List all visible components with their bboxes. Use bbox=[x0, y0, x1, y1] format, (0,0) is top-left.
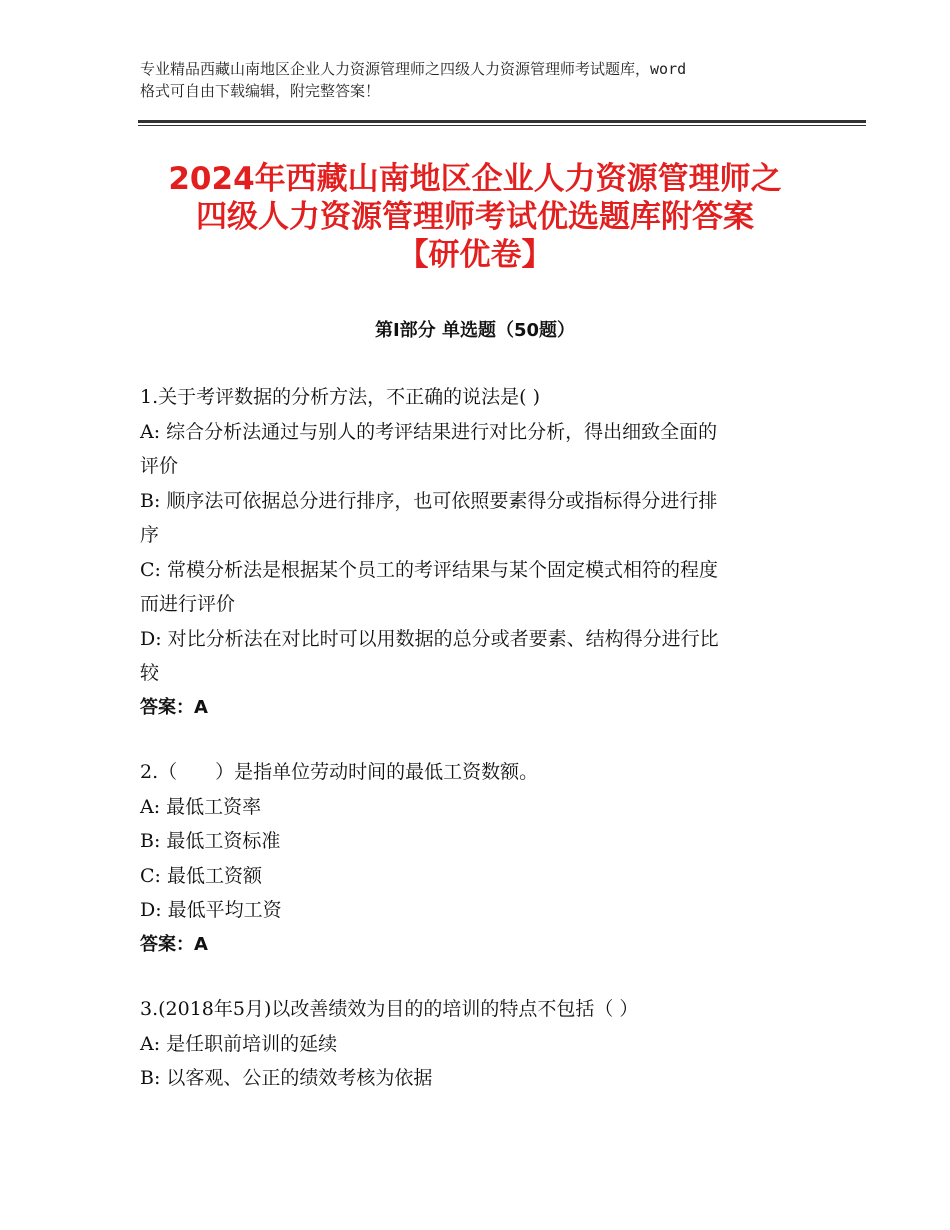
question-3 bbox=[140, 992, 810, 1096]
option-d: D: 对比分析法在对比时可以用数据的总分或者要素、结构得分进行比 bbox=[140, 627, 719, 650]
question-stem: 2.（ ）是指单位劳动时间的最低工资数额。 bbox=[140, 761, 539, 783]
option-a-cont: 评价 bbox=[140, 455, 179, 477]
document-title bbox=[140, 160, 810, 274]
option-c: C: 常模分析法是根据某个员工的考评结果与某个固定模式相符的程度 bbox=[140, 558, 718, 581]
answer-label: 答案：A bbox=[140, 933, 208, 955]
option-b: B: 以客观、公正的绩效考核为依据 bbox=[140, 1067, 433, 1089]
option-b: B: 最低工资标准 bbox=[140, 830, 281, 852]
header-note bbox=[140, 58, 830, 102]
question-1 bbox=[140, 380, 810, 725]
option-d-cont: 较 bbox=[140, 662, 160, 684]
section-title: 第Ⅰ部分 单选题（50题） bbox=[374, 320, 575, 341]
option-b-cont: 序 bbox=[140, 524, 160, 546]
title-line: 四级人力资源管理师考试优选题库附答案 bbox=[196, 199, 754, 235]
question-2 bbox=[140, 755, 810, 962]
option-a: A: 最低工资率 bbox=[140, 795, 262, 818]
option-c: C: 最低工资额 bbox=[140, 864, 262, 887]
title-line: 【研优卷】 bbox=[397, 237, 553, 273]
question-stem: 3.(2018年5月)以改善绩效为目的的培训的特点不包括（ ） bbox=[140, 998, 639, 1020]
header-note-line: 专业精品西藏山南地区企业人力资源管理师之四级人力资源管理师考试题库，word bbox=[140, 60, 687, 78]
option-d: D: 最低平均工资 bbox=[140, 899, 282, 921]
question-list bbox=[140, 380, 810, 1126]
question-stem: 1.关于考评数据的分析方法，不正确的说法是( ) bbox=[140, 386, 540, 408]
option-c-cont: 而进行评价 bbox=[140, 593, 236, 615]
answer-label: 答案：A bbox=[140, 696, 208, 718]
title-line: 2024年西藏山南地区企业人力资源管理师之 bbox=[168, 161, 782, 197]
header-divider-thin bbox=[138, 125, 866, 126]
option-a: A: 综合分析法通过与别人的考评结果进行对比分析，得出细致全面的 bbox=[140, 420, 718, 443]
header-note-line: 格式可自由下载编辑，附完整答案！ bbox=[140, 82, 381, 100]
option-a: A: 是任职前培训的延续 bbox=[140, 1032, 338, 1055]
header-divider bbox=[138, 120, 866, 123]
option-b: B: 顺序法可依据总分进行排序，也可依照要素得分或指标得分进行排 bbox=[140, 489, 718, 512]
